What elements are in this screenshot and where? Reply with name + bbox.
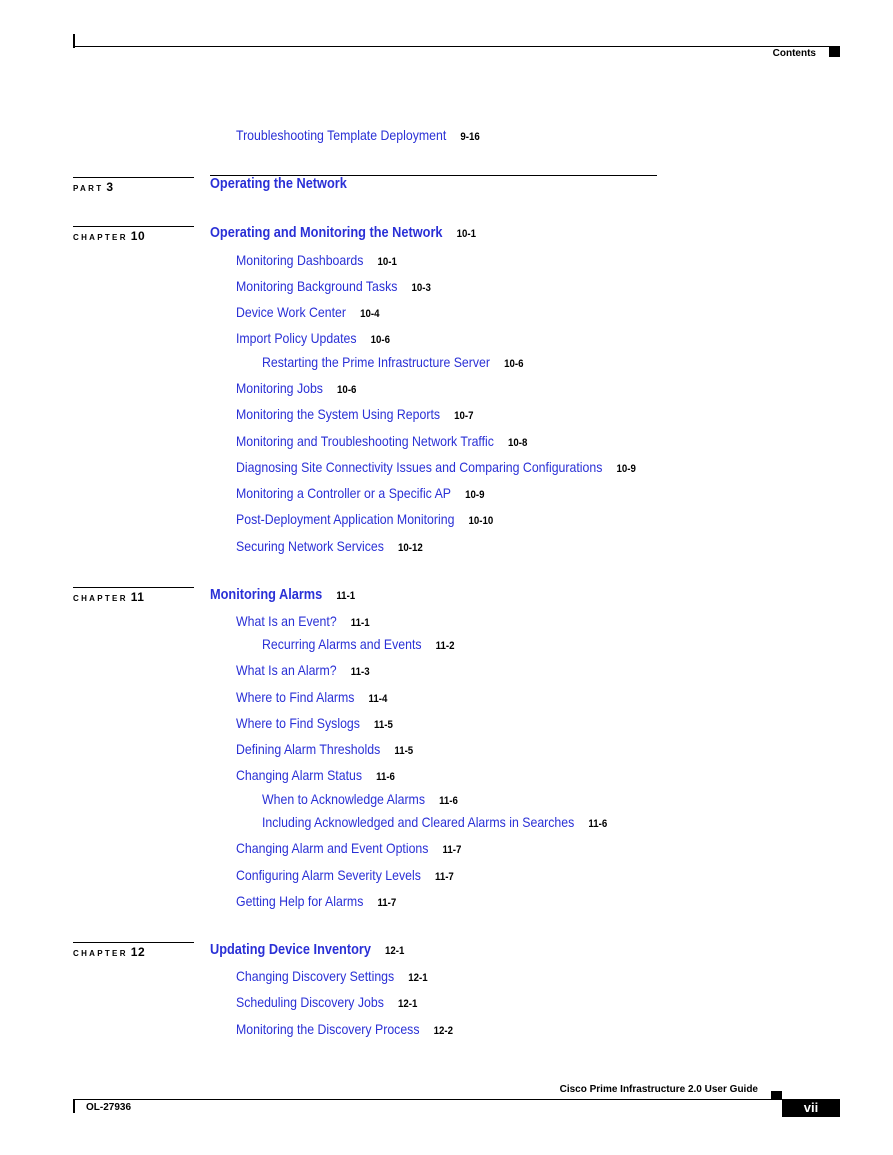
toc-entry-label[interactable]: Monitoring a Controller or a Specific AP	[236, 485, 452, 501]
toc-entry-page: 10-6	[337, 384, 357, 396]
chapter-title-page: 10-1	[456, 228, 476, 240]
toc-entry-page: 9-16	[460, 131, 480, 143]
toc-entry-label[interactable]: Troubleshooting Template Deployment	[236, 127, 447, 143]
toc-entry-label[interactable]: Where to Find Alarms	[236, 689, 355, 705]
toc-entry-page: 10-7	[454, 410, 474, 422]
chapter-rule	[73, 226, 194, 227]
toc-entry-label[interactable]: Configuring Alarm Severity Levels	[236, 867, 421, 883]
toc-entry[interactable]	[236, 741, 413, 757]
toc-entry[interactable]	[236, 715, 393, 731]
toc-entry[interactable]	[236, 538, 423, 554]
footer-guide-title: Cisco Prime Infrastructure 2.0 User Guide	[559, 1084, 758, 1095]
toc-entry[interactable]	[236, 380, 356, 396]
toc-entry-label[interactable]: Including Acknowledged and Cleared Alarms in Searches	[262, 814, 575, 830]
toc-entry-page: 11-7	[377, 897, 397, 909]
part-rule	[73, 177, 194, 178]
toc-entry-label[interactable]: Changing Alarm and Event Options	[236, 840, 429, 856]
toc-entry[interactable]	[236, 511, 493, 527]
toc-entry[interactable]	[236, 767, 395, 783]
chapter-number: 12	[130, 945, 146, 959]
toc-entry-page: 10-6	[370, 334, 390, 346]
part-label	[73, 180, 114, 194]
chapter-title-label[interactable]: Updating Device Inventory	[210, 942, 371, 958]
toc-entry-label[interactable]: When to Acknowledge Alarms	[262, 791, 425, 807]
toc-entry[interactable]	[236, 304, 379, 320]
toc-entry-label[interactable]: Securing Network Services	[236, 538, 384, 554]
toc-entry-page: 11-6	[588, 818, 608, 830]
toc-entry-page: 12-1	[408, 972, 428, 984]
chapter-title-label[interactable]: Operating and Monitoring the Network	[210, 225, 443, 241]
footer-page-number: vii	[782, 1099, 840, 1117]
part-title-label[interactable]: Operating the Network	[210, 176, 347, 192]
toc-entry-page: 11-4	[368, 693, 388, 705]
toc-entry-label[interactable]: Recurring Alarms and Events	[262, 636, 422, 652]
toc-entry[interactable]	[236, 689, 387, 705]
toc-subentry[interactable]	[262, 814, 607, 830]
toc-entry-label[interactable]: Monitoring the Discovery Process	[236, 1021, 420, 1037]
footer-rule	[73, 1099, 840, 1100]
chapter-title-page: 12-1	[385, 945, 405, 957]
toc-entry-label[interactable]: Changing Discovery Settings	[236, 968, 395, 984]
part-label-text: PART	[73, 184, 104, 193]
toc-entry[interactable]	[236, 252, 397, 268]
toc-entry-label[interactable]: Monitoring and Troubleshooting Network Traffic	[236, 433, 494, 449]
toc-entry-label[interactable]: Restarting the Prime Infrastructure Server	[262, 354, 491, 370]
toc-subentry[interactable]	[262, 636, 454, 652]
toc-entry-page: 10-12	[397, 542, 423, 554]
toc-entry-page: 10-4	[360, 308, 380, 320]
chapter-label	[73, 945, 145, 959]
toc-entry[interactable]	[236, 406, 474, 422]
toc-entry-page: 10-10	[468, 515, 494, 527]
toc-entry-label[interactable]: Post-Deployment Application Monitoring	[236, 511, 455, 527]
toc-entry-page: 11-5	[394, 745, 414, 757]
chapter-rule	[73, 587, 194, 588]
chapter-title[interactable]	[210, 225, 476, 241]
chapter-label	[73, 590, 144, 604]
toc-entry-page: 12-2	[433, 1025, 453, 1037]
toc-entry-label[interactable]: Where to Find Syslogs	[236, 715, 360, 731]
toc-entry[interactable]	[236, 433, 527, 449]
header-marker	[829, 47, 840, 57]
toc-subentry[interactable]	[262, 354, 523, 370]
chapter-label-text: CHAPTER	[73, 949, 128, 958]
toc-entry[interactable]	[236, 485, 484, 501]
part-number: 3	[106, 180, 114, 194]
header-section-label: Contents	[772, 48, 816, 59]
chapter-title-page: 11-1	[336, 590, 356, 602]
chapter-title-label[interactable]: Monitoring Alarms	[210, 587, 323, 603]
toc-entry-label[interactable]: What Is an Alarm?	[236, 662, 337, 678]
toc-entry-page: 11-7	[434, 871, 454, 883]
toc-entry-page: 11-2	[435, 640, 455, 652]
toc-entry[interactable]	[236, 127, 480, 143]
toc-entry[interactable]	[236, 840, 461, 856]
footer-rule-vertical	[73, 1099, 75, 1113]
chapter-number: 10	[130, 229, 146, 243]
toc-entry-page: 12-1	[398, 998, 418, 1010]
toc-entry[interactable]	[236, 1021, 453, 1037]
toc-entry-page: 11-6	[376, 771, 395, 783]
toc-entry[interactable]	[236, 893, 396, 909]
part-title[interactable]	[210, 176, 347, 192]
chapter-label	[73, 229, 145, 243]
chapter-title[interactable]	[210, 942, 404, 958]
toc-entry[interactable]	[236, 278, 431, 294]
chapter-rule	[73, 942, 194, 943]
toc-entry[interactable]	[236, 662, 370, 678]
toc-entry-page: 10-3	[411, 282, 431, 294]
toc-entry-page: 10-6	[504, 358, 524, 370]
toc-entry[interactable]	[236, 330, 390, 346]
toc-entry[interactable]	[236, 994, 417, 1010]
toc-entry[interactable]	[236, 459, 636, 475]
chapter-number: 11	[130, 590, 145, 604]
toc-entry-label[interactable]: Getting Help for Alarms	[236, 893, 364, 909]
toc-entry-label[interactable]: Changing Alarm Status	[236, 767, 363, 783]
toc-entry[interactable]	[236, 968, 428, 984]
toc-entry-page: 10-9	[465, 489, 485, 501]
toc-entry-page: 10-1	[377, 256, 397, 268]
toc-entry-page: 11-3	[350, 666, 370, 678]
toc-entry-page: 10-8	[508, 437, 528, 449]
toc-entry-page: 11-1	[350, 617, 370, 629]
toc-entry-label[interactable]: Monitoring Dashboards	[236, 252, 364, 268]
footer-doc-id: OL-27936	[86, 1102, 132, 1113]
toc-entry-label[interactable]: What Is an Event?	[236, 613, 337, 629]
toc-entry[interactable]	[236, 867, 454, 883]
toc-entry-label[interactable]: Monitoring the System Using Reports	[236, 406, 441, 422]
toc-entry-page: 10-9	[616, 463, 636, 475]
chapter-title[interactable]	[210, 587, 355, 603]
toc-entry-label[interactable]: Monitoring Background Tasks	[236, 278, 398, 294]
toc-entry-page: 11-7	[442, 844, 462, 856]
toc-entry-label[interactable]: Diagnosing Site Connectivity Issues and Comparing Configurations	[236, 459, 603, 475]
toc-entry-label[interactable]: Device Work Center	[236, 304, 347, 320]
toc-entry-page: 11-5	[374, 719, 393, 731]
toc-entry-page: 11-6	[439, 795, 458, 807]
chapter-label-text: CHAPTER	[73, 594, 128, 603]
chapter-label-text: CHAPTER	[73, 233, 128, 242]
toc-entry-label[interactable]: Scheduling Discovery Jobs	[236, 994, 384, 1010]
toc-subentry[interactable]	[262, 791, 458, 807]
toc-entry-label[interactable]: Import Policy Updates	[236, 330, 357, 346]
toc-entry-label[interactable]: Monitoring Jobs	[236, 380, 323, 396]
toc-entry[interactable]	[236, 613, 370, 629]
header-rule	[73, 46, 840, 47]
toc-entry-label[interactable]: Defining Alarm Thresholds	[236, 741, 381, 757]
